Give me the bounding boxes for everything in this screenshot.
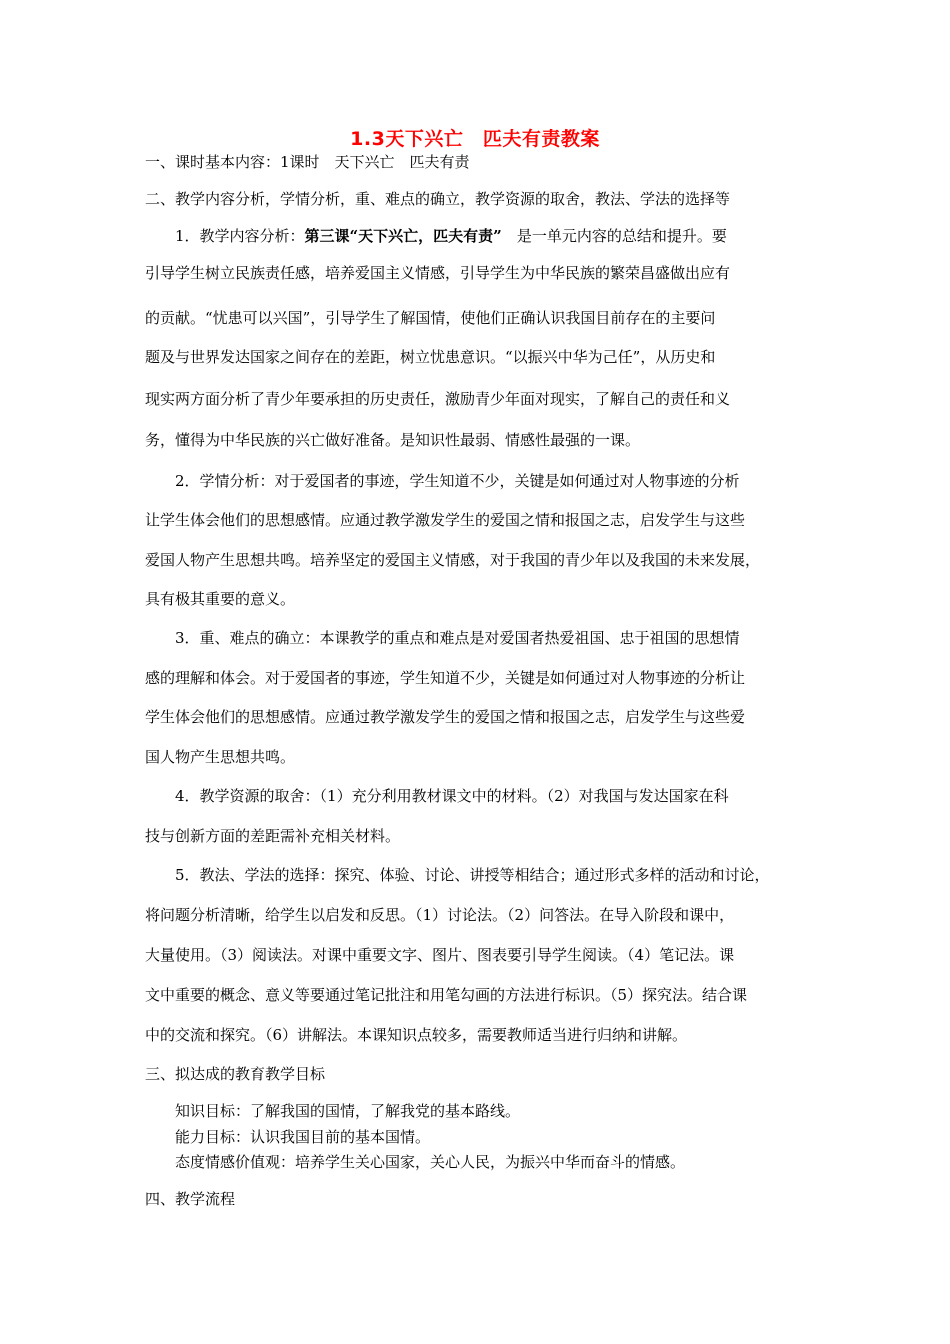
- paragraph-1-line: 的贡献。“忧患可以兴国”，引导学生了解国情，使他们正确认识我国目前存在的主要问: [145, 309, 716, 327]
- paragraph-1-line: 题及与世界发达国家之间存在的差距，树立忧患意识。“以振兴中华为己任”，从历史和: [145, 348, 716, 366]
- section-heading-3: 三、拟达成的教育教学目标: [145, 1065, 326, 1083]
- section-heading-4: 四、教学流程: [145, 1190, 236, 1208]
- paragraph-2-line: 爱国人物产生思想共鸣。培养坚定的爱国主义情感，对于我国的青少年以及我国的未来发展，: [145, 551, 761, 569]
- paragraph-1-line: 引导学生树立民族责任感，培养爱国主义情感，引导学生为中华民族的繁荣昌盛做出应有: [145, 264, 731, 282]
- section-heading-1: 一、课时基本内容：1课时 天下兴亡 匹夫有责: [145, 153, 470, 171]
- paragraph-2-line: 2．学情分析：对于爱国者的事迹，学生知道不少，关键是如何通过对人物事迹的分析: [175, 472, 740, 490]
- section-heading-2: 二、教学内容分析，学情分析，重、难点的确立，教学资源的取舍，教法、学法的选择等: [145, 190, 731, 208]
- paragraph-3-line: 国人物产生思想共鸣。: [145, 748, 296, 766]
- paragraph-5-line: 将问题分析清晰，给学生以启发和反思。（1）讨论法。（2）问答法。在导入阶段和课中，: [145, 906, 735, 924]
- page-title: 1.3天下兴亡 匹夫有责教案: [350, 128, 600, 150]
- paragraph-3-line: 学生体会他们的思想感情。应通过教学激发学生的爱国之情和报国之志，启发学生与这些爱: [145, 708, 746, 726]
- goal-item: 能力目标：认识我国目前的基本国情。: [175, 1128, 431, 1146]
- paragraph-3-line: 3．重、难点的确立：本课教学的重点和难点是对爱国者热爱祖国、忠于祖国的思想情: [175, 629, 740, 647]
- paragraph-1-line: 务，懂得为中华民族的兴亡做好准备。是知识性最弱、情感性最强的一课。: [145, 431, 641, 449]
- paragraph-1-first-line: [175, 227, 815, 245]
- paragraph-4-line: 4．教学资源的取舍：（1）充分利用教材课文中的材料。（2）对我国与发达国家在科: [175, 787, 729, 805]
- paragraph-1-line: 现实两方面分析了青少年要承担的历史责任，激励青少年面对现实，了解自己的责任和义: [145, 390, 731, 408]
- paragraph-5-line: 5．教法、学法的选择：探究、体验、讨论、讲授等相结合；通过形式多样的活动和讨论，: [175, 866, 770, 884]
- paragraph-3-line: 感的理解和体会。对于爱国者的事迹，学生知道不少，关键是如何通过对人物事迹的分析让: [145, 669, 746, 687]
- paragraph-5-line: 中的交流和探究。（6）讲解法。本课知识点较多，需要教师适当进行归纳和讲解。: [145, 1026, 688, 1044]
- paragraph-1-prefix: 1．教学内容分析：: [175, 227, 305, 245]
- paragraph-5-line: 大量使用。（3）阅读法。对课中重要文字、图片、图表要引导学生阅读。（4）笔记法。课: [145, 946, 735, 964]
- paragraph-1-bold-lesson: 第三课“天下兴亡，匹夫有责”: [304, 227, 502, 245]
- paragraph-5-line: 文中重要的概念、意义等要通过笔记批注和用笔勾画的方法进行标识。（5）探究法。结合课: [145, 986, 748, 1004]
- goal-item: 知识目标：了解我国的国情，了解我党的基本路线。: [175, 1102, 521, 1120]
- paragraph-4-line: 技与创新方面的差距需补充相关材料。: [145, 827, 401, 845]
- paragraph-1-suffix: 是一单元内容的总结和提升。要: [501, 227, 727, 245]
- paragraph-2-line: 让学生体会他们的思想感情。应通过教学激发学生的爱国之情和报国之志，启发学生与这些: [145, 511, 746, 529]
- paragraph-2-line: 具有极其重要的意义。: [145, 590, 296, 608]
- goal-item: 态度情感价值观：培养学生关心国家，关心人民，为振兴中华而奋斗的情感。: [175, 1153, 686, 1171]
